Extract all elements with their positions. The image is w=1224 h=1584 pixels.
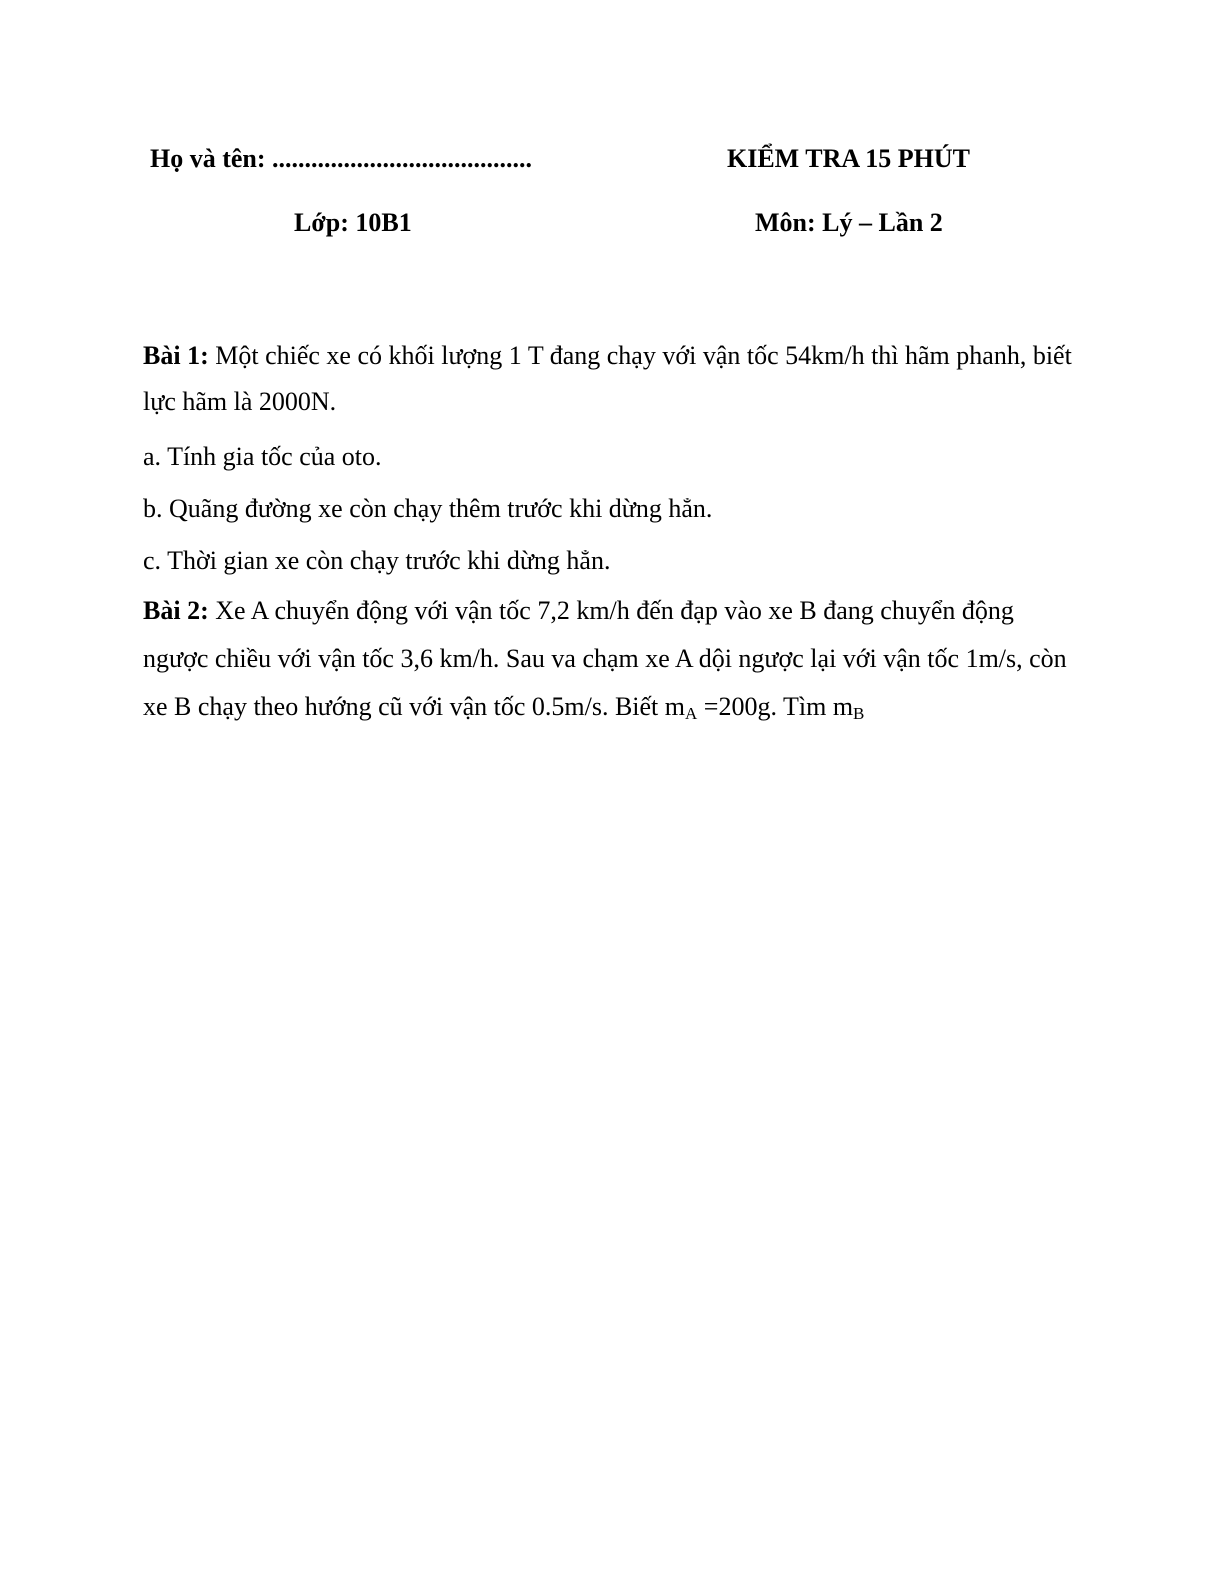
class-label: Lớp: 10B1 bbox=[294, 208, 412, 237]
problem-1-item-c: c. Thời gian xe còn chạy trước khi dừng hẳn. bbox=[143, 546, 611, 575]
student-name-field: Họ và tên: ........................................ bbox=[150, 144, 533, 173]
problem-2-text: Xe A chuyển động với vận tốc 7,2 km/h đến đạp vào xe B đang chuyển động ngược chiều với vận tốc 3,6 km/h. Sau va chạm xe A dội ngược lại với vận tốc 1m/s, còn xe B chạy theo hướng cũ với vận tốc 0.5m/s. Biết m bbox=[143, 596, 1067, 721]
problem-1 bbox=[143, 333, 1078, 425]
problem-1-label: Bài 1: bbox=[143, 341, 209, 370]
problem-1-text: Một chiếc xe có khối lượng 1 T đang chạy với vận tốc 54km/h thì hãm phanh, biết lực hãm là 2000N. bbox=[143, 341, 1072, 416]
problem-2 bbox=[143, 587, 1078, 731]
mass-b-subscript: B bbox=[853, 704, 865, 723]
subject-label: Môn: Lý – Lần 2 bbox=[755, 208, 943, 237]
problem-2-mid: =200g. Tìm m bbox=[697, 692, 854, 721]
problem-1-item-b: b. Quãng đường xe còn chạy thêm trước khi dừng hẳn. bbox=[143, 494, 713, 523]
exam-body bbox=[143, 333, 1078, 731]
problem-1-item-a: a. Tính gia tốc của oto. bbox=[143, 442, 382, 471]
exam-title: KIỂM TRA 15 PHÚT bbox=[727, 144, 970, 173]
problem-2-label: Bài 2: bbox=[143, 596, 209, 625]
mass-a-subscript: A bbox=[685, 704, 698, 723]
